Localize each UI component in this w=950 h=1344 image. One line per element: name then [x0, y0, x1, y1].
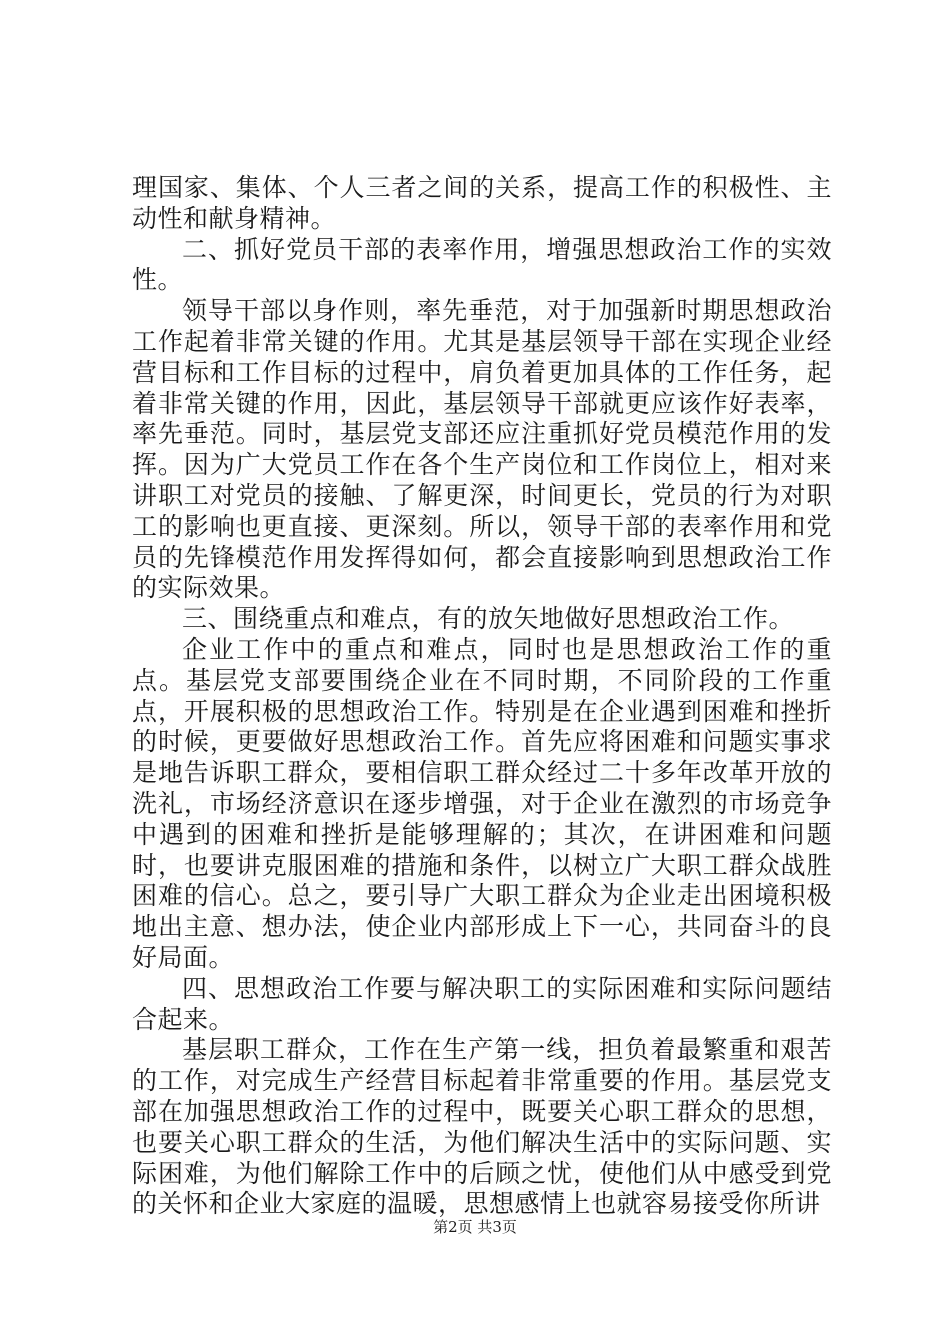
paragraph-continuation: 理国家、集体、个人三者之间的关系，提高工作的积极性、主动性和献身精神。	[132, 173, 832, 233]
section-heading-4: 四、思想政治工作要与解决职工的实际困难和实际问题结合起来。	[132, 973, 832, 1034]
paragraph-key-points: 企业工作中的重点和难点，同时也是思想政治工作的重点。基层党支部要围绕企业在不同时期，不同阶段的工作重点，开展积极的思想政治工作。特别是在企业遇到困难和挫折的时候，更要做好思想政治工作。首先应将困难和问题实事求是地告诉职工群众，要相信职工群众经过二十多年改革开放的洗礼，市场经济意识在逐步增强，对于企业在激烈的市场竞争中遇到的困难和挫折是能够理解的；其次，在讲困难和问题时，也要讲克服困难的措施和条件，以树立广大职工群众战胜困难的信心。总之，要引导广大职工群众为企业走出困境积极地出主意、想办法，使企业内部形成上下一心，共同奋斗的良好局面。	[132, 634, 832, 972]
paragraph-workers: 基层职工群众，工作在生产第一线，担负着最繁重和艰苦的工作，对完成生产经营目标起着非常重要的作用。基层党支部在加强思想政治工作的过程中，既要关心职工群众的思想，也要关心职工群众的生活，为他们解决生活中的实际问题、实际困难，为他们解除工作中的后顾之忧，使他们从中感受到党的关怀和企业大家庭的温暖，思想感情上也就容易接受你所讲	[132, 1035, 832, 1219]
page-footer: 第2页 共3页	[433, 1218, 517, 1236]
paragraph-leadership: 领导干部以身作则，率先垂范，对于加强新时期思想政治工作起着非常关键的作用。尤其是基层领导干部在实现企业经营目标和工作目标的过程中，肩负着更加具体的工作任务，起着非常关键的作用，因此，基层领导干部就更应该作好表率，率先垂范。同时，基层党支部还应注重抓好党员模范作用的发挥。因为广大党员工作在各个生产岗位和工作岗位上，相对来讲职工对党员的接触、了解更深，时间更长，党员的行为对职工的影响也更直接、更深刻。所以，领导干部的表率作用和党员的先锋模范作用发挥得如何，都会直接影响到思想政治工作的实际效果。	[132, 296, 832, 603]
section-heading-3: 三、围绕重点和难点，有的放矢地做好思想政治工作。	[182, 604, 795, 634]
document-body	[132, 173, 832, 1220]
section-heading-2: 二、抓好党员干部的表率作用，增强思想政治工作的实效性。	[132, 234, 832, 295]
